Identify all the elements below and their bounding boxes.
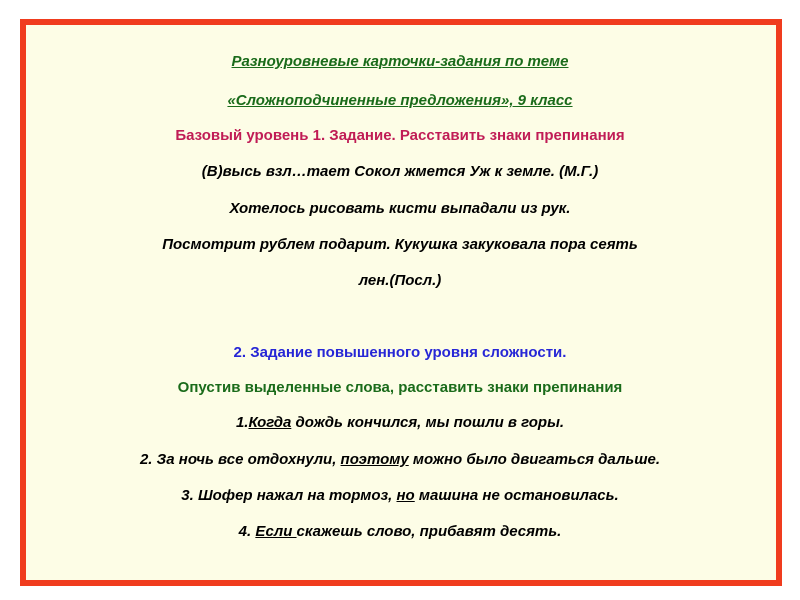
basic-level-heading: Базовый уровень 1. Задание. Расставить знаки препинания (175, 127, 625, 144)
basic-sentence-2: Хотелось рисовать кисти выпадали из рук. (229, 200, 571, 217)
item-prefix: 3. Шофер нажал на тормоз, (181, 487, 397, 504)
highlighted-word: Если (255, 523, 297, 540)
basic-sentence-3: Посмотрит рублем подарит. Кукушка закуковала пора сеять (162, 236, 638, 253)
item-prefix: 4. (238, 523, 256, 540)
highlighted-word: но (396, 487, 415, 504)
advanced-item-3 (0, 486, 800, 506)
item-rest: можно было двигаться дальше. (408, 451, 661, 468)
item-rest: машина не остановилась. (414, 487, 619, 504)
item-rest: дождь кончился, мы пошли в горы. (291, 414, 565, 431)
item-rest: скажешь слово, прибавят десять. (296, 523, 562, 540)
highlighted-word: Когда (248, 414, 292, 431)
item-prefix: 2. За ночь все отдохнули, (139, 451, 341, 468)
advanced-instruction: Опустив выделенные слова, расставить знаки препинания (177, 379, 623, 396)
advanced-item-4 (0, 522, 800, 542)
title-line-2: «Сложноподчиненные предложения», 9 класс (227, 92, 573, 109)
title-line-1: Разноуровневые карточки-задания по теме (231, 53, 569, 70)
highlighted-word: поэтому (340, 451, 409, 468)
advanced-item-1 (0, 413, 800, 433)
advanced-item-2 (0, 450, 800, 470)
basic-sentence-4: лен.(Посл.) (358, 272, 442, 289)
advanced-level-heading: 2. Задание повышенного уровня сложности. (233, 344, 567, 361)
basic-sentence-1: (В)высь взл…тает Сокол жмется Уж к земле. (М.Г.) (201, 163, 599, 180)
item-prefix: 1. (235, 414, 249, 431)
